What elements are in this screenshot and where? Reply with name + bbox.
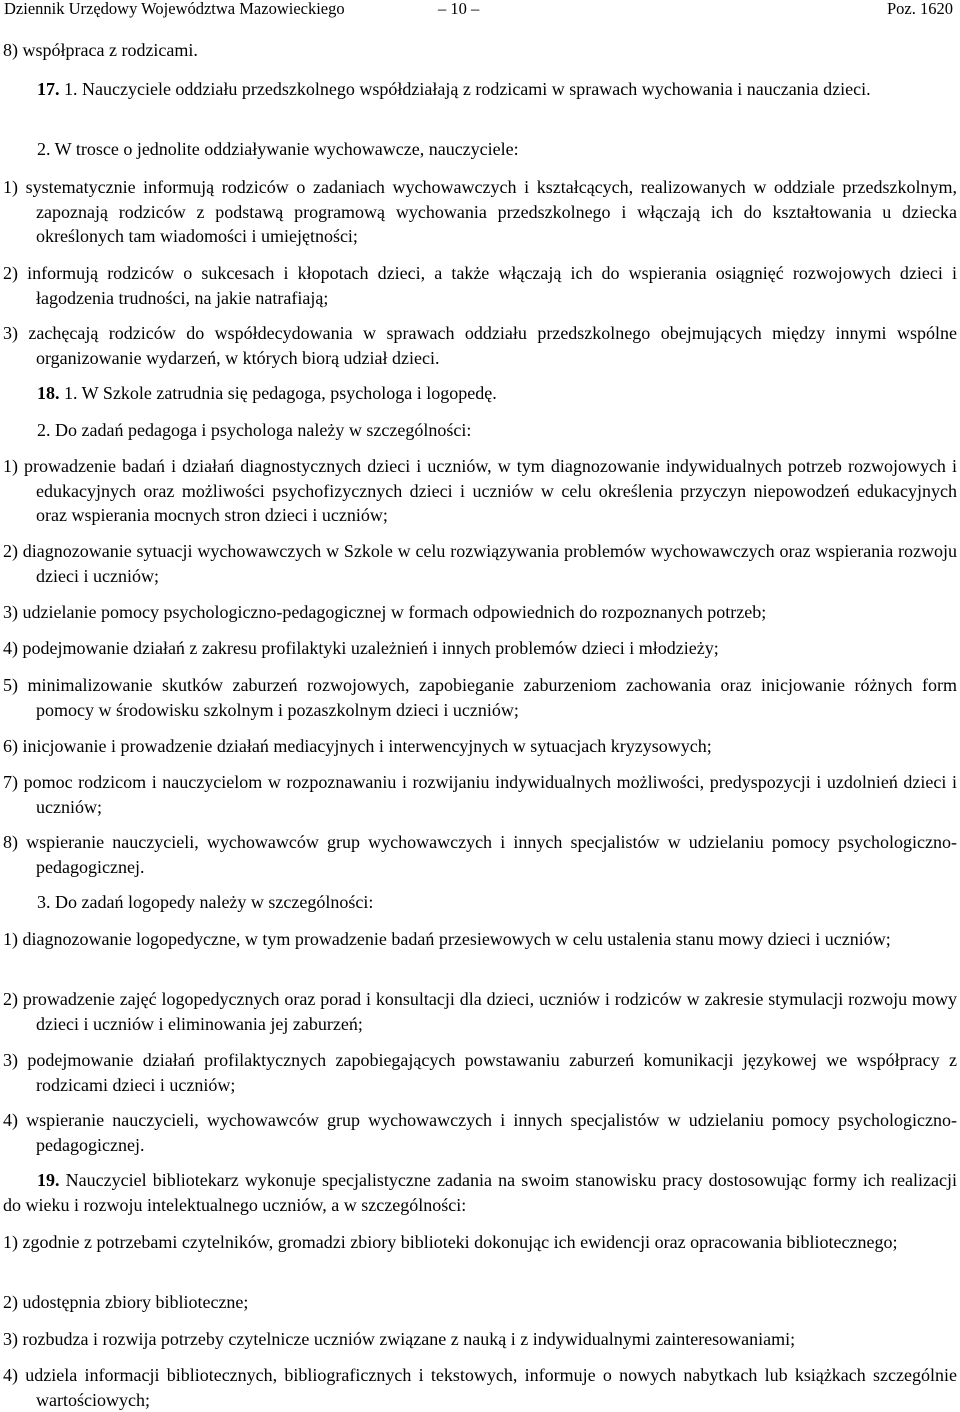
journal-title: Dziennik Urzędowy Województwa Mazowieckiego <box>4 0 345 18</box>
list-item-text: 3) podejmowanie działań profilaktycznych zapobiegających powstawaniu zaburzeń komunikacji językowej we współpracy z rodzicami dzieci i uczniów; <box>3 1050 957 1095</box>
list-item <box>3 927 957 952</box>
list-item-text: 1) systematycznie informują rodziców o zadaniach wychowawczych i kształcących, realizowanych w oddziale przedszkolnym, zapoznają rodziców z podstawą programową wychowania przedszkolnego i włączają ich do kształtowania u dziecka określonych tam wiadomości i umiejętności; <box>3 177 957 246</box>
list-item-text: 6) inicjowanie i prowadzenie działań mediacyjnych i interwencyjnych w sytuacjach kryzysowych; <box>3 736 712 756</box>
list-item-text: 2) diagnozowanie sytuacji wychowawczych w Szkole w celu rozwiązywania problemów wychowawczych oraz wspierania rozwoju dzieci i uczniów; <box>3 541 957 586</box>
list-item <box>3 1048 957 1097</box>
list-item <box>3 987 957 1036</box>
list-item-text: 5) minimalizowanie skutków zaburzeń rozwojowych, zapobieganie zaburzeniom zachowania oraz inicjowanie różnych form pomocy w środowisku szkolnym i pozaszkolnym dzieci i uczniów; <box>3 675 957 720</box>
list-item <box>3 1108 957 1157</box>
paragraph-text: 2. Do zadań pedagoga i psychologa należy w szczególności: <box>37 420 472 440</box>
list-item-text: 4) udziela informacji bibliotecznych, bibliograficznych i tekstowych, informuje o nowych nabytkach lub książkach szczególnie wartościowych; <box>3 1365 957 1410</box>
list-item <box>3 734 957 759</box>
paragraph-text: 2. W trosce o jednolite oddziaływanie wychowawcze, nauczyciele: <box>37 139 519 159</box>
list-item <box>3 321 957 370</box>
list-item <box>3 673 957 722</box>
position-number: Poz. 1620 <box>887 0 953 18</box>
paragraph-text: 1. W Szkole zatrudnia się pedagoga, psychologa i logopedę. <box>59 383 497 403</box>
list-item <box>3 261 957 310</box>
paragraph <box>3 38 957 63</box>
list-item <box>3 539 957 588</box>
list-item-text: 3) zachęcają rodziców do współdecydowania w sprawach oddziału przedszkolnego obejmujących między innymi wspólne organizowanie wydarzeń, w których biorą udział dzieci. <box>3 323 957 368</box>
list-item-text: 1) zgodnie z potrzebami czytelników, gromadzi zbiory biblioteki dokonując ich ewidencji oraz opracowania bibliotecznego; <box>3 1232 898 1252</box>
page-number: – 10 – <box>438 0 480 18</box>
list-item <box>3 1290 957 1315</box>
list-item <box>3 1230 957 1255</box>
list-item-text: 2) prowadzenie zajęć logopedycznych oraz porad i konsultacji dla dzieci, uczniów i rodziców w zakresie stymulacji rozwoju mowy dzieci i uczniów i eliminowania jej zaburzeń; <box>3 989 957 1034</box>
list-item <box>3 1363 957 1412</box>
list-item <box>3 830 957 879</box>
list-item-text: 1) diagnozowanie logopedyczne, w tym prowadzenie badań przesiewowych w celu ustalenia stanu mowy dzieci i uczniów; <box>3 929 891 949</box>
list-item-text: 7) pomoc rodzicom i nauczycielom w rozpoznawaniu i rozwijaniu indywidualnych możliwości, predyspozycji i uzdolnień dzieci i uczniów; <box>3 772 957 817</box>
list-item <box>3 454 957 528</box>
list-item <box>3 770 957 819</box>
page-header <box>0 0 960 18</box>
section-19-paragraph <box>3 1168 957 1217</box>
list-item-text: 1) prowadzenie badań i działań diagnostycznych dzieci i uczniów, w tym diagnozowanie indywidualnych potrzeb rozwojowych i edukacyjnych oraz możliwości psychofizycznych dzieci i uczniów w celu określenia przyczyn niepowodzeń edukacyjnych oraz wspierania mocnych stron dzieci i uczniów; <box>3 456 957 525</box>
list-item-text: 4) wspieranie nauczycieli, wychowawców grup wychowawczych i innych specjalistów w udzielaniu pomocy psychologiczno-pedagogicznej. <box>3 1110 957 1155</box>
paragraph-text: 1. Nauczyciele oddziału przedszkolnego współdziałają z rodzicami w sprawach wychowania i nauczania dzieci. <box>59 79 871 99</box>
paragraph <box>3 137 957 162</box>
paragraph <box>3 418 957 443</box>
list-item-text: 3) udzielanie pomocy psychologiczno-pedagogicznej w formach odpowiednich do rozpoznanych potrzeb; <box>3 602 767 622</box>
section-17-paragraph <box>3 77 957 102</box>
section-number: 18. <box>37 383 60 403</box>
list-item <box>3 1327 957 1352</box>
list-item-text: 2) informują rodziców o sukcesach i kłopotach dzieci, a także włączają ich do wspierania osiągnięć rozwojowych dzieci i łagodzenia trudności, na jakie natrafiają; <box>3 263 957 308</box>
list-item <box>3 636 957 661</box>
list-item-text: 8) wspieranie nauczycieli, wychowawców grup wychowawczych i innych specjalistów w udzielaniu pomocy psychologiczno-pedagogicznej. <box>3 832 957 877</box>
paragraph-text: Nauczyciel bibliotekarz wykonuje specjalistyczne zadania na swoim stanowisku pracy dostosowując formy ich realizacji do wieku i rozwoju intelektualnego uczniów, a w szczególności: <box>3 1170 957 1215</box>
list-item-text: 2) udostępnia zbiory biblioteczne; <box>3 1292 249 1312</box>
paragraph-text: 3. Do zadań logopedy należy w szczególności: <box>37 892 374 912</box>
paragraph <box>3 890 957 915</box>
list-item <box>3 600 957 625</box>
list-item-text: 4) podejmowanie działań z zakresu profilaktyki uzależnień i innych problemów dzieci i młodzieży; <box>3 638 719 658</box>
list-item-text: 3) rozbudza i rozwija potrzeby czytelnicze uczniów związane z nauką i z indywidualnymi zainteresowaniami; <box>3 1329 796 1349</box>
list-item <box>3 175 957 249</box>
section-number: 19. <box>37 1170 60 1190</box>
section-18-paragraph <box>3 381 957 406</box>
paragraph-text: 8) współpraca z rodzicami. <box>3 40 198 60</box>
section-number: 17. <box>37 79 60 99</box>
